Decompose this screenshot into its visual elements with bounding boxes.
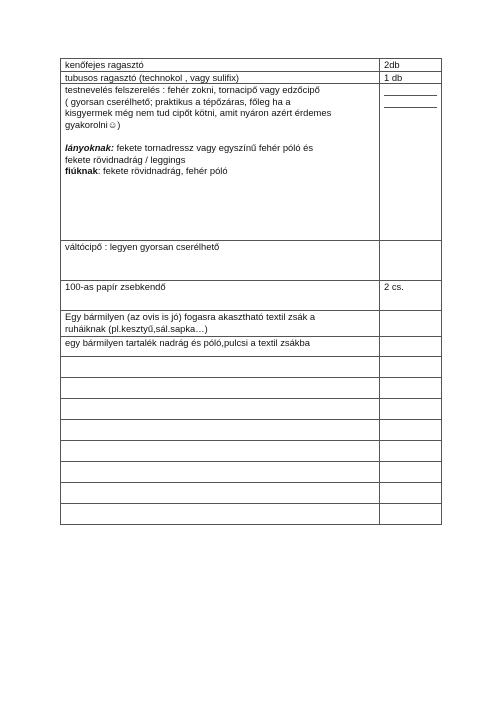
item-cell-sport-equipment xyxy=(61,84,380,241)
table-row-empty xyxy=(61,378,442,399)
table-row xyxy=(61,71,442,84)
girls-text: fekete tornadressz vagy egyszínű fehér póló és xyxy=(113,142,314,154)
quantity-cell: 2db xyxy=(380,59,442,72)
table-row xyxy=(61,84,442,241)
table-row-empty xyxy=(61,441,442,462)
table-row-empty xyxy=(61,462,442,483)
boys-line xyxy=(65,165,375,177)
table-row xyxy=(61,311,442,337)
item-cell: kenőfejes ragasztó xyxy=(61,59,380,72)
table-row-empty xyxy=(61,483,442,504)
quantity-cell xyxy=(380,241,442,281)
table-row-empty xyxy=(61,357,442,378)
table-row xyxy=(61,241,442,281)
supply-list-table xyxy=(60,58,442,525)
item-cell: váltócipő : legyen gyorsan cserélhető xyxy=(61,241,380,281)
item-cell: egy bármilyen tartalék nadrág és póló,pulcsi a textil zsákba xyxy=(61,337,380,357)
quantity-cell xyxy=(380,311,442,337)
item-line: Egy bármilyen (az ovis is jó) fogasra akasztható textil zsák a xyxy=(65,311,316,323)
table-row-empty xyxy=(61,504,442,525)
quantity-cell xyxy=(380,84,442,241)
sport-line: testnevelés felszerelés : fehér zokni, tornacipő vagy edzőcipő xyxy=(65,84,320,96)
quantity-subcell xyxy=(384,108,437,119)
item-cell: tubusos ragasztó (technokol , vagy sulifix) xyxy=(61,71,380,84)
item-cell xyxy=(61,311,380,337)
quantity-subcell xyxy=(384,96,437,108)
table-row-empty xyxy=(61,399,442,420)
item-line: ruháiknak (pl.kesztyű,sál.sapka…) xyxy=(65,322,208,334)
girls-line-2: fekete rövidnadrág / leggings xyxy=(65,153,186,165)
sport-line: gyakorolni☺) xyxy=(65,118,121,130)
item-cell: 100-as papír zsebkendő xyxy=(61,281,380,311)
girls-line xyxy=(65,142,375,154)
sport-line: kisgyermek még nem tud cipőt kötni, amit nyáron azért érdemes xyxy=(65,107,332,119)
boys-text: : fekete rövidnadrág, fehér póló xyxy=(97,165,228,177)
quantity-cell xyxy=(380,337,442,357)
quantity-subcell xyxy=(384,84,437,96)
girls-label: lányoknak: xyxy=(65,142,114,154)
quantity-cell: 1 db xyxy=(380,71,442,84)
table-row-empty xyxy=(61,420,442,441)
table-row xyxy=(61,281,442,311)
table-row xyxy=(61,337,442,357)
table-row xyxy=(61,59,442,72)
quantity-cell: 2 cs. xyxy=(380,281,442,311)
boys-label: fiúknak xyxy=(65,165,98,177)
sport-line: ( gyorsan cserélhető; praktikus a tépőzáras, főleg ha a xyxy=(65,95,291,107)
